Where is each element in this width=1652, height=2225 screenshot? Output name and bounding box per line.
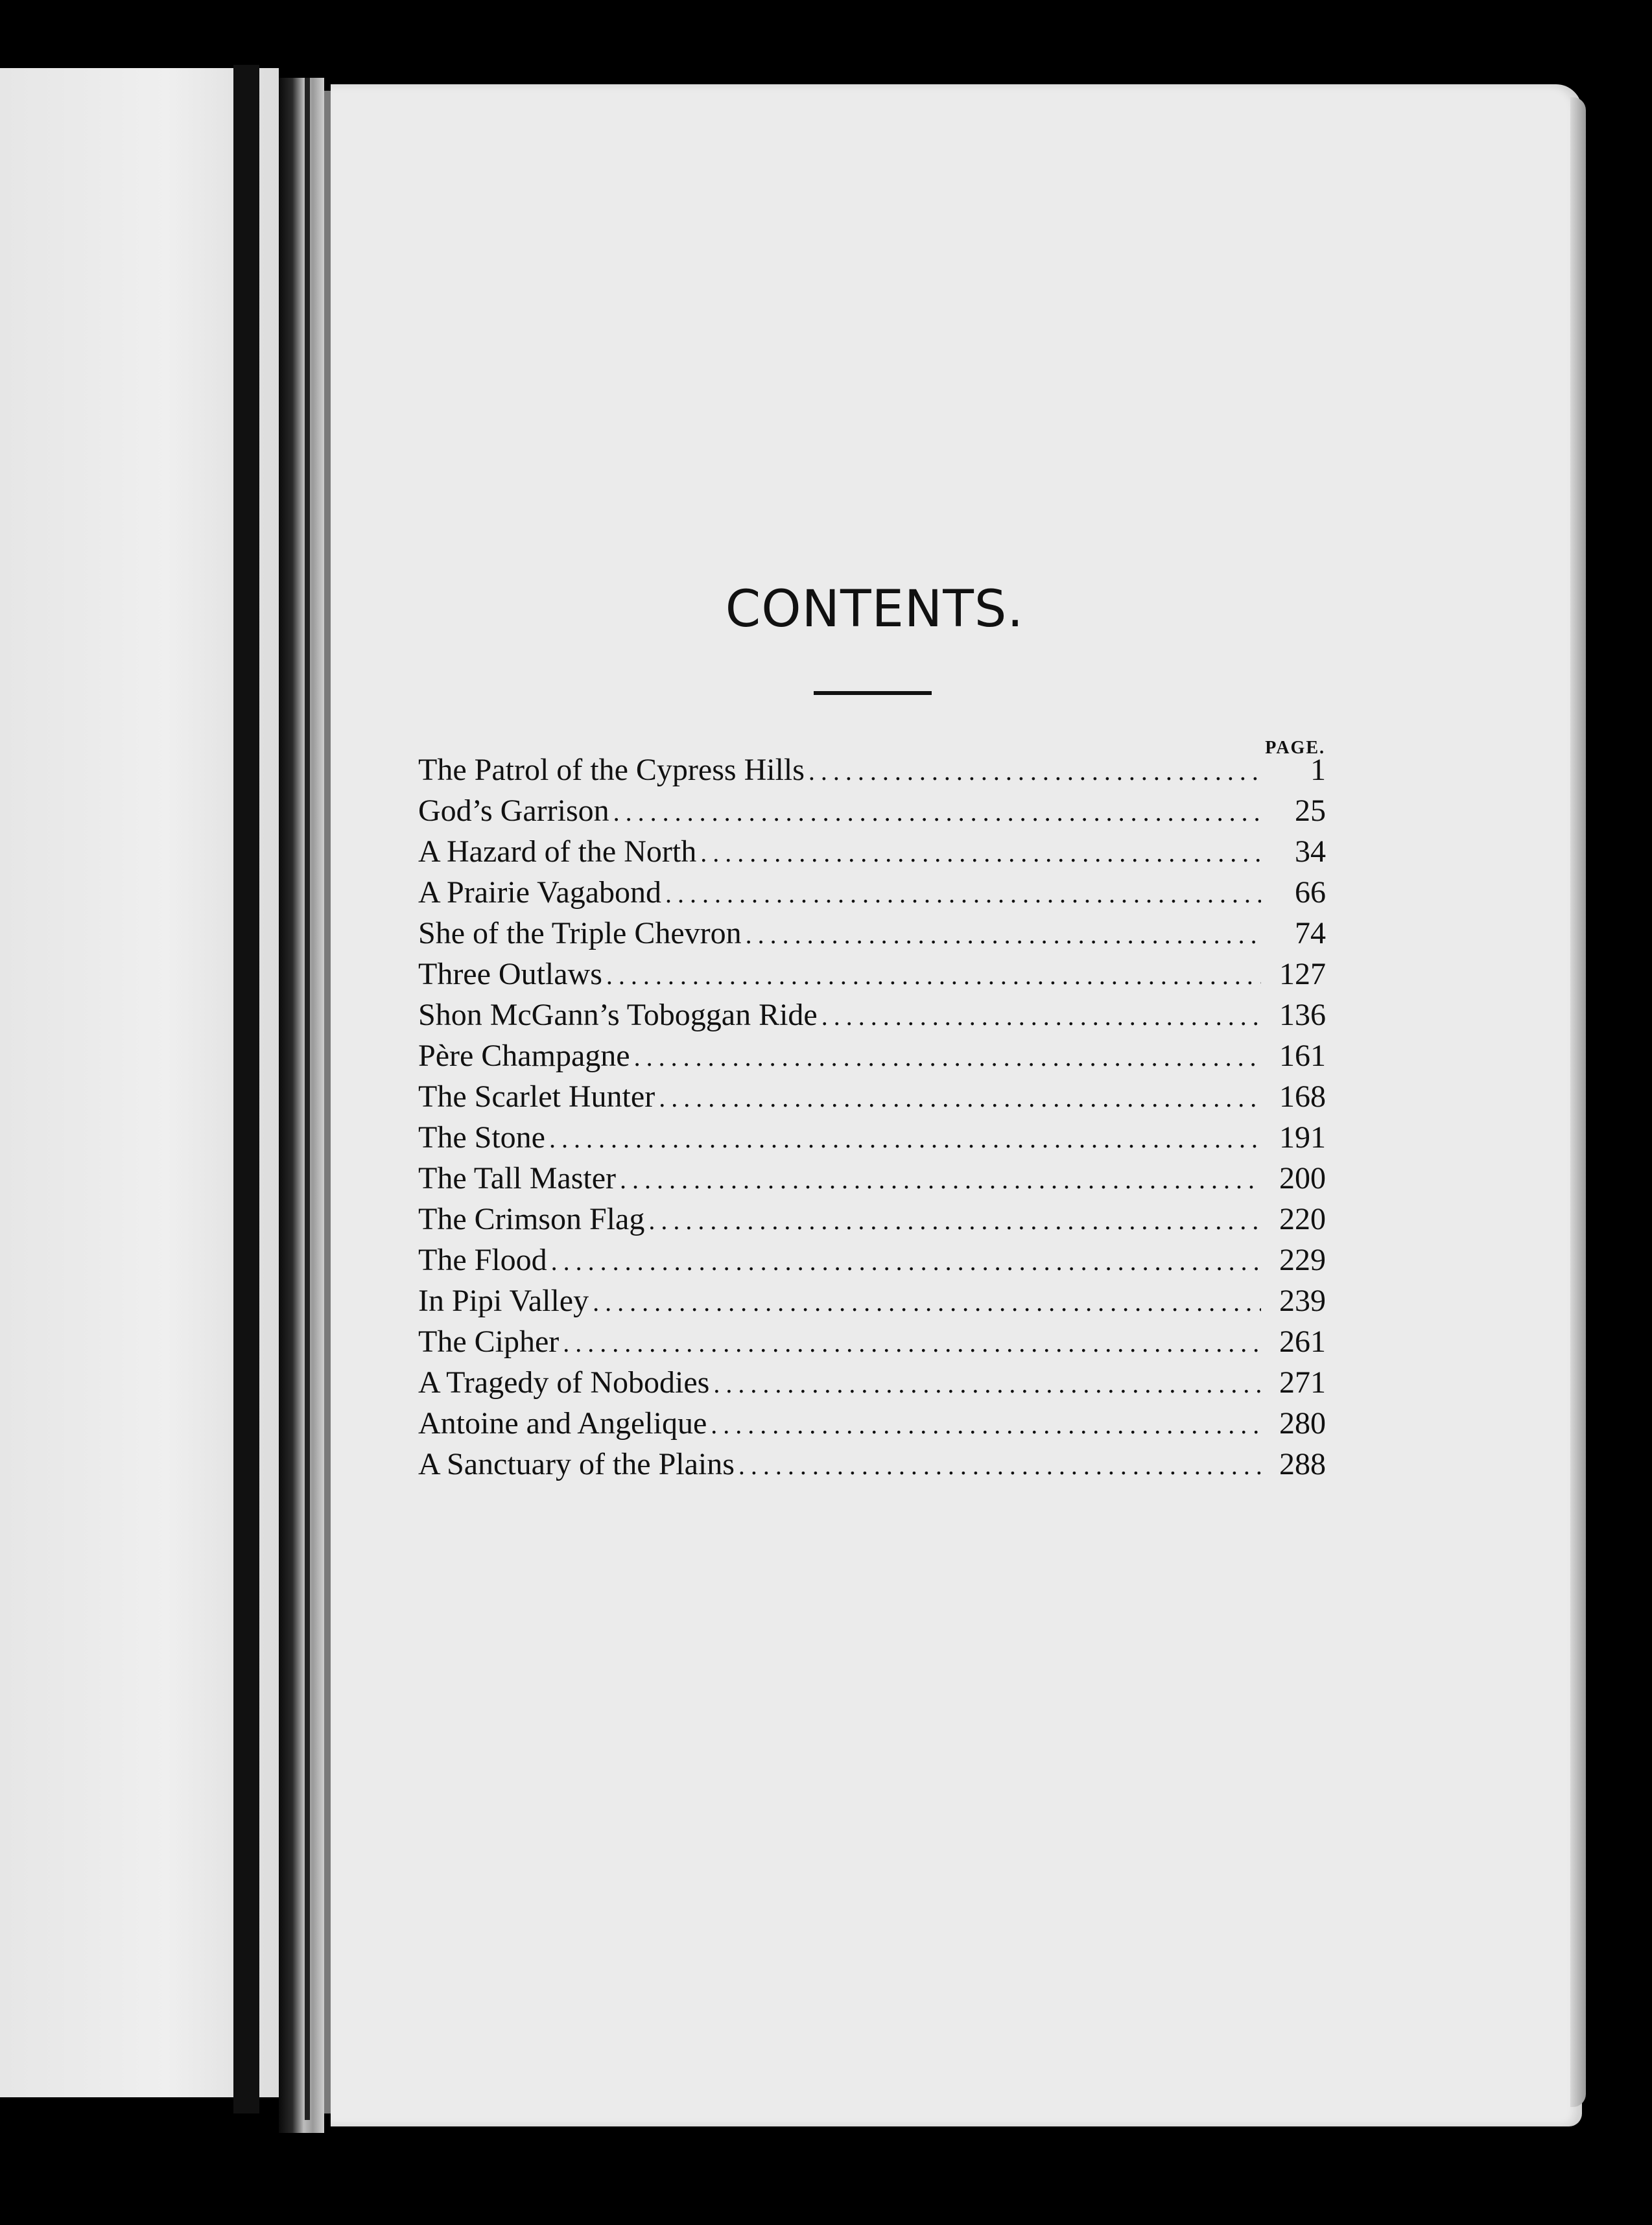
- table-of-contents: [418, 752, 1326, 1487]
- heading-rule: [814, 691, 932, 695]
- toc-entry-page: 288: [1279, 1447, 1326, 1481]
- page-column-label: PAGE.: [1265, 738, 1325, 758]
- toc-entry-title: The Crimson Flag: [418, 1202, 645, 1236]
- dot-leader: [648, 1205, 1261, 1236]
- toc-entry: [418, 956, 1326, 997]
- toc-entry: [418, 793, 1326, 834]
- toc-entry: [418, 1365, 1326, 1406]
- toc-entry-title: The Scarlet Hunter: [418, 1079, 655, 1114]
- toc-entry: [418, 1283, 1326, 1324]
- toc-entry: [418, 1242, 1326, 1283]
- toc-entry-page: 200: [1279, 1161, 1326, 1195]
- dot-leader: [808, 756, 1261, 786]
- toc-entry: [418, 1324, 1326, 1365]
- toc-entry: [418, 1120, 1326, 1160]
- toc-entry-page: 168: [1279, 1079, 1326, 1114]
- toc-entry-page: 220: [1279, 1202, 1326, 1236]
- toc-entry: [418, 1079, 1326, 1120]
- toc-entry-title: Shon McGann’s Toboggan Ride: [418, 998, 818, 1032]
- dot-leader: [613, 797, 1261, 827]
- toc-entry: [418, 915, 1326, 956]
- toc-entry: [418, 834, 1326, 875]
- toc-entry-page: 136: [1279, 998, 1326, 1032]
- toc-entry: [418, 1201, 1326, 1242]
- dot-leader: [700, 838, 1261, 868]
- toc-entry: [418, 1160, 1326, 1201]
- toc-entry-title: A Sanctuary of the Plains: [418, 1447, 735, 1481]
- toc-entry-title: A Hazard of the North: [418, 834, 697, 869]
- toc-entry-title: The Cipher: [418, 1324, 560, 1359]
- toc-entry-title: The Tall Master: [418, 1161, 616, 1195]
- toc-entry-title: Antoine and Angelique: [418, 1406, 707, 1441]
- left-page-edge: [233, 65, 259, 2113]
- toc-entry: [418, 997, 1326, 1038]
- dot-leader: [665, 878, 1261, 909]
- toc-entry-title: She of the Triple Chevron: [418, 916, 742, 950]
- dot-leader: [551, 1246, 1261, 1277]
- toc-entry-page: 1: [1310, 753, 1326, 787]
- gutter-line: [305, 78, 310, 2120]
- toc-entry-page: 127: [1279, 957, 1326, 991]
- dot-leader: [738, 1450, 1261, 1481]
- toc-entry: [418, 1038, 1326, 1079]
- toc-entry-page: 74: [1295, 916, 1326, 950]
- toc-entry-page: 34: [1295, 834, 1326, 869]
- toc-entry-page: 191: [1279, 1120, 1326, 1155]
- toc-entry: [418, 875, 1326, 915]
- toc-entry-page: 280: [1279, 1406, 1326, 1441]
- toc-entry: [418, 1446, 1326, 1487]
- dot-leader: [821, 1001, 1261, 1031]
- dot-leader: [634, 1042, 1261, 1072]
- toc-entry-title: The Patrol of the Cypress Hills: [418, 753, 805, 787]
- dot-leader: [563, 1328, 1261, 1358]
- toc-entry: [418, 1406, 1326, 1446]
- toc-entry-title: Père Champagne: [418, 1039, 630, 1073]
- toc-entry-page: 161: [1279, 1039, 1326, 1073]
- toc-entry-page: 229: [1279, 1243, 1326, 1277]
- toc-entry-title: Three Outlaws: [418, 957, 602, 991]
- book-gutter: [279, 78, 324, 2133]
- toc-entry-title: The Flood: [418, 1243, 547, 1277]
- toc-entry-page: 261: [1279, 1324, 1326, 1359]
- dot-leader: [620, 1164, 1261, 1195]
- contents-heading: CONTENTS.: [725, 580, 1024, 639]
- dot-leader: [606, 960, 1261, 991]
- toc-entry-title: A Prairie Vagabond: [418, 875, 662, 910]
- toc-entry-page: 239: [1279, 1284, 1326, 1318]
- dot-leader: [659, 1083, 1261, 1113]
- dot-leader: [746, 919, 1261, 950]
- dot-leader: [713, 1369, 1261, 1399]
- toc-entry-title: In Pipi Valley: [418, 1284, 589, 1318]
- dot-leader: [711, 1409, 1261, 1440]
- toc-entry-page: 66: [1295, 875, 1326, 910]
- toc-entry-page: 25: [1295, 794, 1326, 828]
- toc-entry-title: A Tragedy of Nobodies: [418, 1365, 710, 1400]
- dot-leader: [593, 1287, 1261, 1317]
- right-page-edge: [1570, 97, 1586, 2107]
- toc-entry-page: 271: [1279, 1365, 1326, 1400]
- dot-leader: [549, 1124, 1261, 1154]
- toc-entry-title: God’s Garrison: [418, 794, 609, 828]
- toc-entry: [418, 752, 1326, 793]
- toc-entry-title: The Stone: [418, 1120, 545, 1155]
